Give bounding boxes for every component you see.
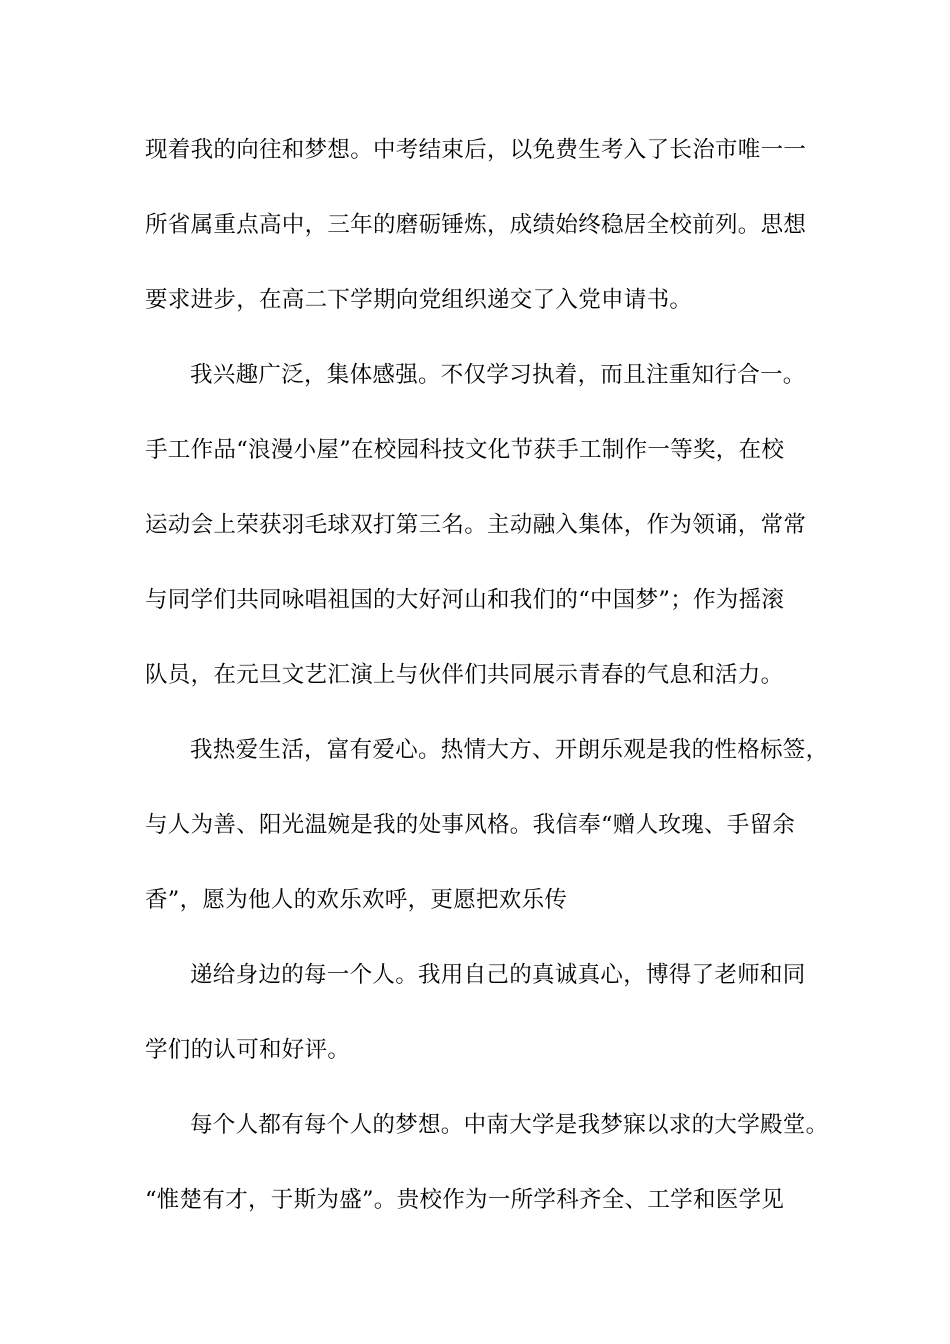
paragraph-first-line: 递给身边的每一个人。我用自己的真诚真心，博得了老师和同 bbox=[190, 962, 806, 988]
paragraph-first-line: 我热爱生活，富有爱心。热情大方、开朗乐观是我的性格标签， bbox=[190, 737, 829, 763]
text-line: 要求进步，在高二下学期向党组织递交了入党申请书。 bbox=[145, 287, 693, 313]
text-line: 现着我的向往和梦想。中考结束后，以免费生考入了长治市唯一一 bbox=[145, 137, 807, 163]
text-line: 手工作品“浪漫小屋”在校园科技文化节获手工制作一等奖，在校 bbox=[145, 437, 785, 463]
text-line: 队员，在元旦文艺汇演上与伙伴们共同展示青春的气息和活力。 bbox=[145, 662, 784, 688]
text-line: “惟楚有才，于斯为盛”。贵校作为一所学科齐全、工学和医学见 bbox=[145, 1187, 785, 1213]
text-line: 与同学们共同咏唱祖国的大好河山和我们的“中国梦”；作为摇滚 bbox=[145, 587, 785, 613]
text-line: 香”，愿为他人的欢乐欢呼，更愿把欢乐传 bbox=[145, 887, 568, 913]
text-line: 所省属重点高中，三年的磨砺锤炼，成绩始终稳居全校前列。思想 bbox=[145, 212, 807, 238]
text-line: 与人为善、阳光温婉是我的处事风格。我信奉“赠人玫瑰、手留余 bbox=[145, 812, 796, 838]
text-line: 运动会上荣获羽毛球双打第三名。主动融入集体，作为领诵，常常 bbox=[145, 512, 807, 538]
paragraph-first-line: 我兴趣广泛，集体感强。不仅学习执着，而且注重知行合一。 bbox=[190, 362, 806, 388]
text-line: 学们的认可和好评。 bbox=[145, 1037, 351, 1063]
paragraph-first-line: 每个人都有每个人的梦想。中南大学是我梦寐以求的大学殿堂。 bbox=[190, 1112, 829, 1138]
